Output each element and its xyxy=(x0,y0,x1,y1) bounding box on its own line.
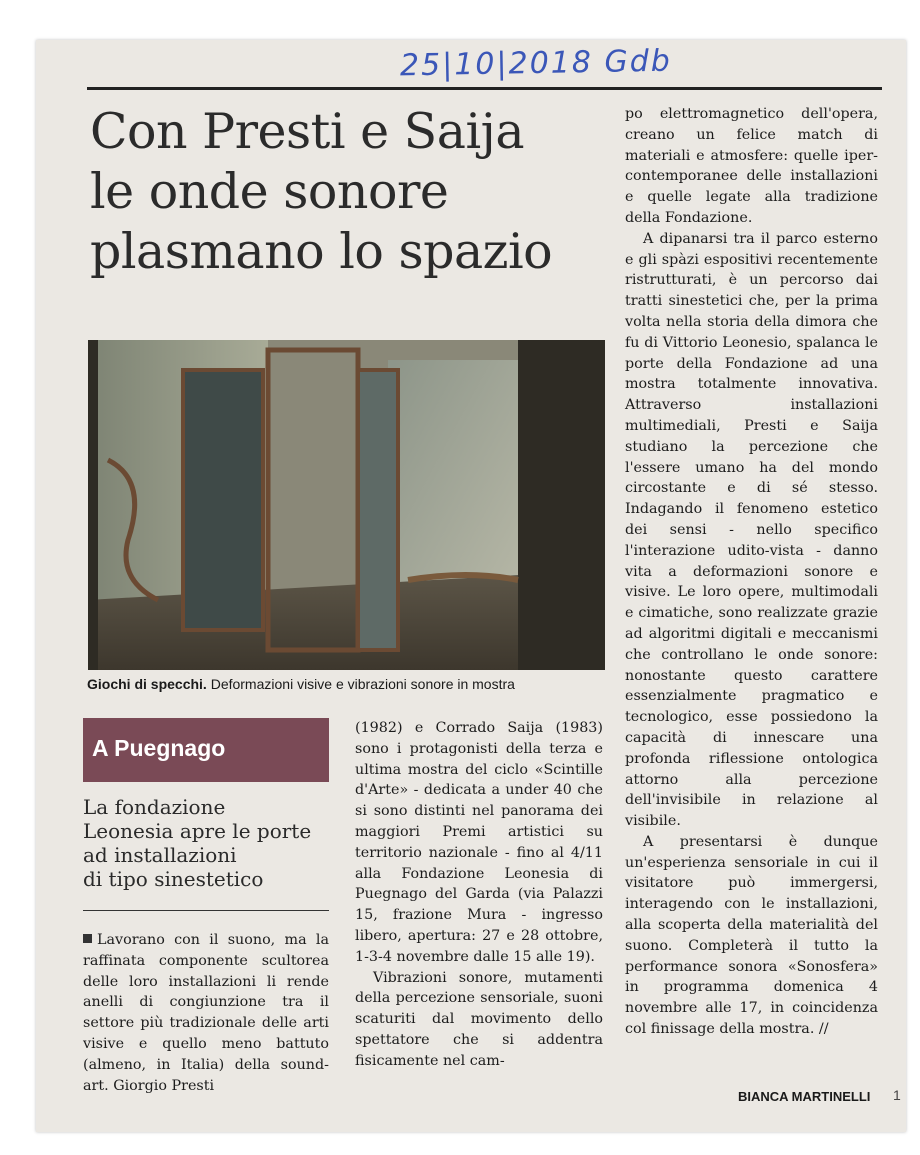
headline-line-2: le onde sonore xyxy=(90,163,449,220)
author-signature: BIANCA MARTINELLI xyxy=(738,1089,871,1104)
headline-line-1: Con Presti e Saija xyxy=(90,103,525,160)
photo-caption xyxy=(87,676,617,692)
caption-text: Deformazioni visive e vibrazioni sonore in mostra xyxy=(206,676,515,692)
article-column-2 xyxy=(355,718,603,1072)
column-3-paragraph-1: po elettromagnetico dell'opera, creano un felice match di materiali e atmosfere: quelle iper-contemporanee delle installazioni e quelle legate alla tradizione della Fondazione. xyxy=(625,106,878,226)
column-1-text: Lavorano con il suono, ma la raffinata componente scultorea delle loro installazioni li rende anelli di congiunzione tra il settore più tradizionale delle arti visive e quello meno battuto (almeno, in Italia) della sound-art. Giorgio Presti xyxy=(83,932,329,1094)
caption-title: Giochi di specchi. xyxy=(87,676,207,692)
subhead-line-2: Leonesia apre le porte xyxy=(83,819,312,843)
paragraph-marker-icon xyxy=(83,934,92,943)
section-kicker: A Puegnago xyxy=(92,735,226,761)
subhead-rule xyxy=(83,910,329,911)
exhibition-photo xyxy=(88,340,605,670)
article-subhead xyxy=(83,795,333,891)
column-3-paragraph-3: A presentarsi è dunque un'esperienza sensoriale in cui il visitatore può immergersi, interagendo con le installazioni, alla scoperta della materialità del suono. Completerà il tutto la performance sonora «Sonosfera» in programma domenica 4 novembre alle 17, in coincidenza col finissage della mostra. // xyxy=(625,833,878,1038)
headline-line-3: plasmano lo spazio xyxy=(90,223,553,280)
column-2-paragraph-1: (1982) e Corrado Saija (1983) sono i protagonisti della terza e ultima mostra del ciclo «Scintille d'Arte» - dedicata a under 40 che si sono distinti nel panorama dei maggiori Premi artistici su territorio nazionale - fino al 4/11 alla Fondazione Leonesia di Puegnago del Garda (via Palazzi 15, frazione Mura - ingresso libero, apertura: 27 e 28 ottobre, 1-3-4 novembre dalle 15 alle 19). xyxy=(355,720,603,965)
article-column-3 xyxy=(625,104,878,1040)
subhead-line-1: La fondazione xyxy=(83,795,226,819)
page-mark: 1 xyxy=(893,1087,901,1103)
handwritten-date-note: 25|10|2018 Gdb xyxy=(399,43,673,84)
column-3-paragraph-2: A dipanarsi tra il parco esterno e gli spàzi espositivi recentemente ristrutturati, è un percorso dai tratti sinestetici che, per la prima volta nella storia della dimora che fu di Vittorio Leonesio, spalanca le porte della Fondazione ad una mostra totalmente innovativa. Attraverso installazioni multimediali, Presti e Saija studiano la percezione che l'essere umano ha del mondo circostante e di sé stesso. Indagando il fenomeno estetico dei sensi - nello specifico l'interazione udito-vista - danno vita a deformazioni sonore e visive. Le loro opere, multimodali e cimatiche, sono realizzate grazie ad algoritmi digitali e meccanismi che controllano le onde sonore: nonostante questo carattere essenzialmente pragmatico e tecnologico, esse possiedono la capacità di innescare una profonda riflessione ontologica attorno alla percezione dell'invisibile in relazione al visibile. xyxy=(625,230,878,830)
photo-exhibition-mirrors-icon xyxy=(88,340,605,670)
subhead-line-3: ad installazioni xyxy=(83,843,237,867)
column-2-paragraph-2: Vibrazioni sonore, mutamenti della percezione sensoriale, suoni scaturiti dal movimento dello spettatore che si addentra fisicamente nel cam- xyxy=(355,969,603,1069)
top-rule xyxy=(87,87,882,90)
subhead-line-4: di tipo sinestetico xyxy=(83,867,264,891)
article-column-1 xyxy=(83,930,329,1096)
article-headline xyxy=(90,102,620,282)
